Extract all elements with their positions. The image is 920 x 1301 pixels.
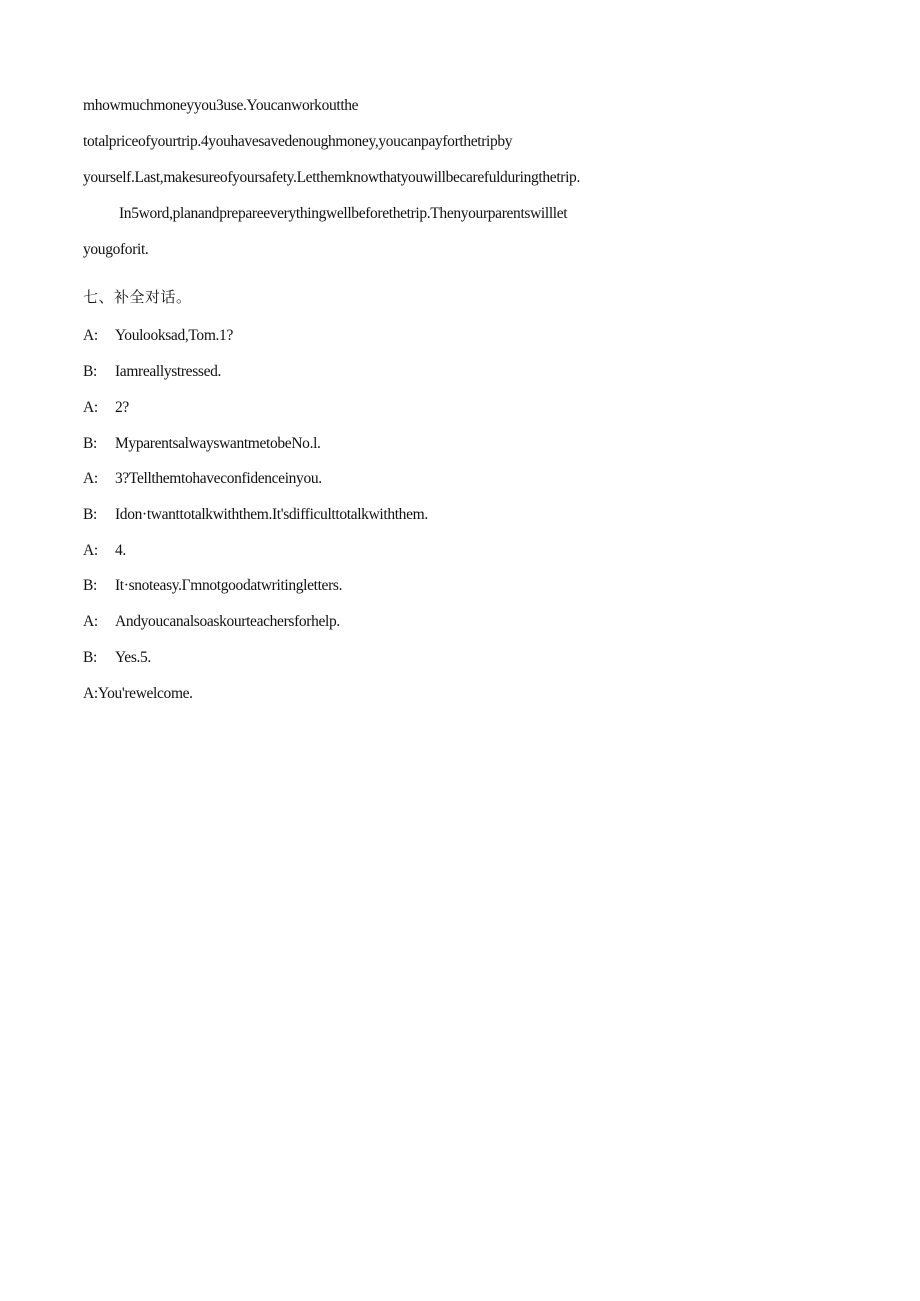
dialogue-text: 4.: [115, 542, 126, 559]
passage-line: totalpriceofyourtrip.4youhavesavedenoughmoney,youcanpayforthetripby: [83, 133, 513, 150]
dialogue-text: Andyoucanalsoaskourteachersforhelp.: [115, 613, 340, 630]
speaker-label: A:: [83, 399, 98, 416]
speaker-label: A:: [83, 542, 98, 559]
dialogue-text: MyparentsalwayswantmetobeNo.l.: [115, 435, 321, 452]
dialogue-text: 2?: [115, 399, 129, 416]
dialogue-line: [83, 541, 126, 561]
dialogue-line: [83, 576, 342, 596]
speaker-label: A:: [83, 685, 98, 702]
dialogue-line: [83, 362, 221, 382]
dialogue-text: Yes.5.: [115, 649, 151, 666]
dialogue-line: [83, 469, 322, 489]
speaker-label: B:: [83, 363, 97, 380]
speaker-label: A:: [83, 327, 98, 344]
dialogue-text: It·snoteasy.Γmnotgoodatwritingletters.: [115, 577, 343, 594]
speaker-label: B:: [83, 435, 97, 452]
passage-line: mhowmuchmoneyyou3use.Youcanworkoutthe: [83, 97, 359, 114]
dialogue-line: [83, 648, 151, 668]
speaker-label: A:: [83, 470, 98, 487]
dialogue-text: Iamreallystressed.: [115, 363, 222, 380]
dialogue-text: You'rewelcome.: [97, 685, 193, 702]
speaker-label: B:: [83, 577, 97, 594]
dialogue-line: [83, 326, 233, 346]
dialogue-line: [83, 398, 129, 418]
passage-line: In5word,planandprepareeverythingwellbeforethetrip.Thenyourparentswilllet: [119, 205, 568, 222]
passage-line: yourself.Last,makesureofyoursafety.Letthemknowthatyouwillbecarefulduringthetrip.: [83, 169, 580, 186]
dialogue-text: Youlooksad,Tom.1?: [115, 327, 233, 344]
dialogue-line: [83, 684, 193, 704]
passage-line: yougoforit.: [83, 241, 149, 258]
dialogue-line: [83, 612, 340, 632]
dialogue-text: Idon·twanttotalkwiththem.It'sdifficulttotalkwiththem.: [115, 506, 428, 523]
speaker-label: A:: [83, 613, 98, 630]
dialogue-line: [83, 505, 428, 525]
speaker-label: B:: [83, 506, 97, 523]
section-heading: 七、补全对话。: [83, 288, 192, 306]
dialogue-line: [83, 434, 321, 454]
dialogue-text: 3?Tellthemtohaveconfidenceinyou.: [115, 470, 322, 487]
speaker-label: B:: [83, 649, 97, 666]
